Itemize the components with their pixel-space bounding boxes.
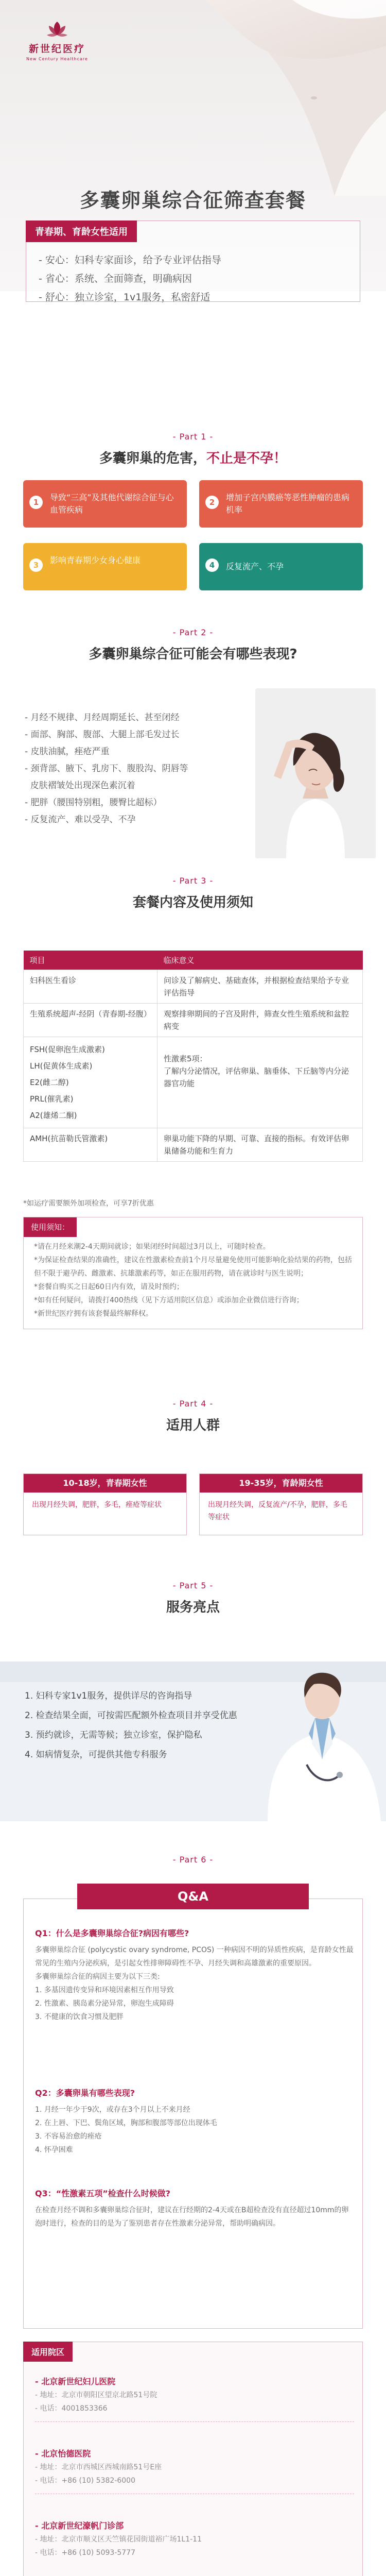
part-title: 套餐内容及使用须知 — [132, 895, 253, 910]
symptom-item: - 皮肤油腻，痤疮严重 — [25, 747, 110, 757]
part4-header — [0, 1399, 386, 1434]
hero-benefit: - 舒心：独立诊室，1v1服务，私密舒适 — [39, 292, 210, 303]
part-label: - Part 2 - — [172, 628, 214, 637]
package-table — [23, 951, 363, 1162]
part-title-highlight: 不止是不孕！ — [206, 451, 287, 466]
part6-header — [0, 1855, 386, 1865]
qa-answer: 2. 性激素、胰岛素分泌异常，卵泡生成障碍 — [35, 1999, 174, 2008]
part5-header — [0, 1581, 386, 1616]
symptom-item: - 肥胖（腰围特别粗，腰臀比超标） — [25, 798, 162, 808]
woman-headache-illustration — [255, 688, 376, 858]
qa-answer: 3. 不容易治愈的痤疮 — [35, 2132, 102, 2141]
hero-info-box — [26, 221, 360, 302]
part2-header — [0, 628, 386, 663]
hospital-item — [35, 2447, 354, 2494]
table-footnote: *如运疗需要额外加项检查，可享7折优惠 — [23, 1199, 154, 1208]
service-item: 2. 检查结果全面，可按需匹配额外检查项目并享受优惠 — [25, 1710, 237, 1721]
address-tag: 适用院区 — [23, 2342, 73, 2362]
qa-title: Q&A — [77, 1884, 309, 1909]
part-title: 多囊卵巢综合征可能会有哪些表现? — [89, 647, 297, 662]
qa-answer: 1. 多基因遗传变异和环境因素相互作用导致 — [35, 1986, 174, 1994]
part-title — [0, 448, 386, 467]
qa-answer: 2. 在上唇、下巴、鬓角区域，胸部和腹部等部位出现体毛 — [35, 2119, 217, 2127]
hospital-phone[interactable]: - 电话：+86 (10) 5382-6000 — [35, 2477, 135, 2485]
card-text: 反复流产、不孕 — [226, 562, 284, 571]
hero-benefit: - 安心：妇科专家面诊，给予专业评估指导 — [39, 255, 221, 266]
harm-card — [199, 480, 363, 528]
hero-benefits — [39, 251, 221, 307]
hospital-phone[interactable]: - 电话：4001853366 — [35, 2404, 108, 2413]
table-cell: 生殖系统超声-经阴（青春期-经腹） — [24, 1004, 157, 1037]
audience-head: 10-18岁，青春期女性 — [24, 1474, 186, 1493]
qa-answer: 1. 月经一年少于9次，或存在3个月以上不来月经 — [35, 2106, 190, 2114]
qa-answer: 4. 怀孕困难 — [35, 2146, 73, 2154]
table-cell: 观察排卵期间的子宫及附件，筛查女性生殖系统和盆腔病变 — [157, 1004, 363, 1037]
qa-item — [35, 1927, 354, 2024]
qa-question: Q1：什么是多囊卵巢综合征?病因有哪些? — [35, 1928, 189, 1938]
service-item: 1. 妇科专家1v1服务，提供详尽的咨询指导 — [25, 1691, 192, 1701]
notice-item: *请在月经来潮2-4天期间就诊；如果闭经时间超过3月以上，可随时检查。 — [34, 1243, 270, 1251]
table-row — [24, 970, 363, 1004]
hospital-address: - 地址：北京市顺义区天竺镇花园街道裕广场1L1-11 — [35, 2535, 202, 2544]
table-cell: 妇科医生看诊 — [24, 970, 157, 1004]
hospital-item — [35, 2375, 354, 2422]
service-item: 3. 预约就诊，无需等候；独立诊室，保护隐私 — [25, 1730, 202, 1740]
audience-card — [199, 1473, 363, 1535]
service-item: 4. 如病情复杂，可提供其他专科服务 — [25, 1750, 167, 1760]
qa-question: Q2：多囊卵巢有哪些表现? — [35, 2088, 135, 2098]
hospital-name: - 北京新世纪妇儿医院 — [35, 2377, 116, 2386]
symptom-item: - 面部、胸部、腹部、大腿上部毛发过长 — [25, 730, 180, 740]
qa-answer: 在检查月经不调和多囊卵巢综合征时，建议在行经期的2-4天或在B超检查没有直径超过10mm的卵泡时进行，检查的目的是为了鉴别患者存在性激素分泌异常，帮助明确病因。 — [35, 2206, 349, 2228]
part-label: - Part 5 - — [172, 1581, 214, 1590]
part-title: 服务亮点 — [166, 1600, 220, 1615]
qa-answer: 3. 不健康的饮食习惯及肥胖 — [35, 2013, 124, 2021]
table-header-row — [24, 951, 363, 970]
notice-item: *为保证检查结果的准确性，建议在性激素检查前1个月尽量避免使用可能影响化验结果的药物，包括但不限于避孕药、雌激素、抗雄激素药等，如正在服用药物，请在就诊时与医生说明； — [34, 1256, 352, 1278]
card-text: 增加子宫内膜癌等恶性肿瘤的患病机率 — [226, 493, 350, 515]
table-row — [24, 1128, 363, 1162]
part-label: - Part 6 - — [172, 1855, 214, 1865]
table-cell: 性激素5项： 了解内分泌情况，评估卵巢、脑垂体、下丘脑等内分泌器官功能 — [157, 1037, 363, 1128]
table-row — [24, 1004, 363, 1037]
card-number: 1 — [29, 496, 43, 509]
part-label: - Part 1 - — [172, 432, 214, 442]
table-cell: FSH(促卵泡生成激素) LH(促黄体生成素) E2(雌二醇) PRL(催乳素) A2(雄烯二酮) — [24, 1037, 157, 1128]
hero-benefit: - 省心：系统、全面筛查，明确病因 — [39, 273, 192, 284]
qa-answer: 多囊卵巢综合征的病因主要为以下三类: — [35, 1973, 160, 1981]
part3-header — [0, 876, 386, 911]
audience-card — [23, 1473, 187, 1535]
logo-name: 新世纪医疗 — [28, 43, 85, 55]
service-list — [25, 1686, 237, 1765]
hero-title: 多囊卵巢综合征筛查套餐 — [79, 189, 306, 212]
logo-flower-icon — [46, 20, 68, 38]
harm-card — [23, 543, 187, 590]
part-title: 适用人群 — [166, 1418, 220, 1433]
card-text: 影响青春期少女身心健康 — [50, 555, 141, 565]
table-cell: AMH(抗苗勒氏管激素) — [24, 1128, 157, 1162]
part1-header — [0, 432, 386, 467]
table-header: 临床意义 — [157, 951, 363, 970]
table-header: 项目 — [24, 951, 157, 970]
audience-head: 19-35岁，育龄期女性 — [200, 1474, 362, 1493]
harm-card — [199, 543, 363, 590]
symptom-item: - 反复流产、难以受孕、不孕 — [25, 815, 136, 825]
table-row — [24, 1037, 363, 1128]
card-text: 导致“三高”及其他代谢综合征与心血管疾病 — [50, 493, 174, 515]
hospital-address: - 地址：北京市朝阳区望京北路51号院 — [35, 2391, 157, 2399]
symptom-item: 皮肤褶皱处出现深色素沉着 — [25, 781, 135, 791]
part-title-text: 多囊卵巢的危害， — [99, 451, 206, 466]
hospital-item — [35, 2519, 354, 2560]
audience-body: 出现月经失调，反复流产/不孕，肥胖，多毛等症状 — [208, 1501, 347, 1521]
card-number: 4 — [205, 558, 219, 572]
qa-item — [35, 2087, 354, 2157]
table-cell: 问诊及了解病史、基础查体，并根据检查结果给予专业评估指导 — [157, 970, 363, 1004]
hospital-name: - 北京新世纪濠帆门诊部 — [35, 2521, 124, 2531]
part-label: - Part 4 - — [172, 1399, 214, 1409]
divider — [35, 2421, 354, 2422]
hospital-name: - 北京怡德医院 — [35, 2449, 91, 2459]
symptom-list — [25, 709, 188, 828]
hospital-address: - 地址：北京市西城区西城南路51号E座 — [35, 2463, 162, 2471]
usage-notice — [23, 1217, 363, 1329]
symptom-item: - 颈背部、腋下、乳房下、腹股沟、阴唇等 — [25, 764, 188, 774]
part-label: - Part 3 - — [172, 876, 214, 886]
qa-item — [35, 2187, 354, 2230]
logo-english: New Century Healthcare — [26, 57, 88, 61]
notice-tag: 使用须知： — [24, 1217, 77, 1237]
qa-answer: 多囊卵巢综合征 (polycystic ovary syndrome, PCOS) 一种病因不明的异质性疾病，是育龄女性最常见的生殖内分泌疾病，是引起女性排卵障碍性不孕、月经失调和高雄激素的重要原因。 — [35, 1946, 354, 1968]
notice-item: *如有任何疑问，请拨打400热线（见下方适用院区信息）或添加企业微信进行咨询； — [34, 1296, 304, 1304]
harm-card — [23, 480, 187, 528]
hero-tag: 青春期、育龄女性适用 — [26, 221, 137, 242]
card-number: 2 — [205, 496, 219, 509]
notice-item: *新世纪医疗拥有该套餐最终解释权。 — [34, 1310, 153, 1318]
notice-item: *套餐自购买之日起60日内有效，请及时预约； — [34, 1283, 184, 1291]
audience-body: 出现月经失调，肥胖，多毛，痤疮等症状 — [32, 1501, 162, 1509]
hospital-phone[interactable]: - 电话：+86 (10) 5093-5777 — [35, 2549, 135, 2557]
card-number: 3 — [29, 558, 43, 572]
brand-logo — [19, 20, 96, 61]
symptom-item: - 月经不规律、月经周期延长、甚至闭经 — [25, 713, 180, 723]
table-cell: 卵巢功能下降的早期、可靠、直接的指标。有效评估卵巢储备功能和生育力 — [157, 1128, 363, 1162]
qa-question: Q3：“性激素五项”检查什么时候做? — [35, 2189, 171, 2198]
